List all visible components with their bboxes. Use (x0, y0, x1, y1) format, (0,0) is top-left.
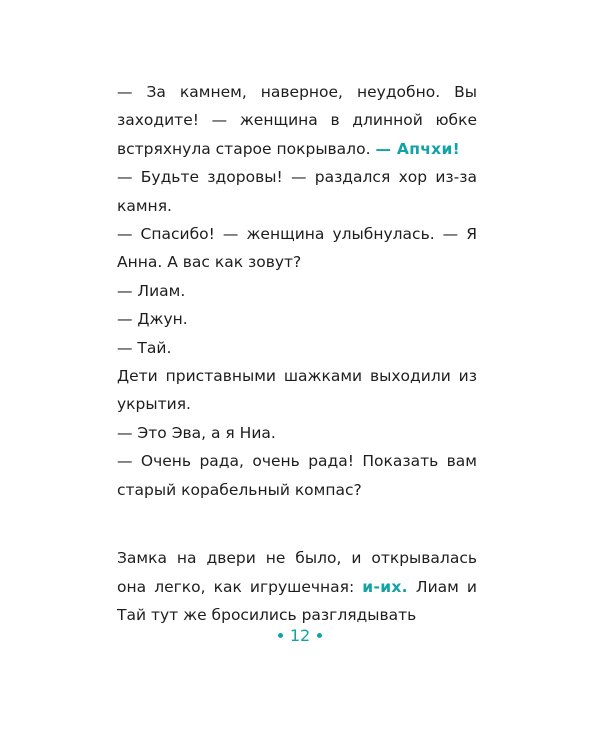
paragraph-5 (117, 305, 477, 333)
paragraph-text: — Джун. (117, 310, 188, 329)
bullet-dot-left (278, 633, 283, 638)
paragraph-1 (117, 78, 477, 163)
accent-sound: и-их. (362, 577, 408, 596)
page-number-value: 12 (289, 626, 311, 645)
paragraph-text: — Спасибо! — женщина улыбнулась. — Я Анна. А вас как зовут? (117, 225, 477, 272)
paragraph-7 (117, 362, 477, 419)
page-text (117, 78, 477, 629)
paragraph-text: — Лиам. (117, 281, 186, 300)
paragraph-4 (117, 277, 477, 305)
paragraph-text: Дети приставными шажками выходили из укрытия. (117, 367, 477, 414)
paragraph-8 (117, 419, 477, 447)
paragraph-tail: Лиам и Тай тут же бросились разглядывать (117, 577, 477, 624)
paragraph-3 (117, 220, 477, 277)
paragraph-text: — Тай. (117, 338, 172, 357)
paragraph-text: — Это Эва, а я Ниа. (117, 423, 276, 442)
page-number (0, 626, 600, 645)
paragraph-text: Замка на двери не было, и открывалась она легко, как игрушечная: (117, 549, 477, 596)
paragraph-text: — Будьте здоровы! — раздался хор из-за камня. (117, 168, 477, 215)
paragraph-text: — За камнем, наверное, неудобно. Вы заходите! — женщина в длинной юбке встряхнула старое покрывало. (117, 83, 477, 158)
paragraph-2 (117, 163, 477, 220)
bullet-dot-right (317, 633, 322, 638)
paragraph-9 (117, 447, 477, 504)
accent-exclamation: — Апчхи! (375, 139, 461, 158)
paragraph-6 (117, 334, 477, 362)
paragraph-text: — Очень рада, очень рада! Показать вам старый корабельный компас? (117, 452, 477, 499)
paragraph-10 (117, 544, 477, 629)
